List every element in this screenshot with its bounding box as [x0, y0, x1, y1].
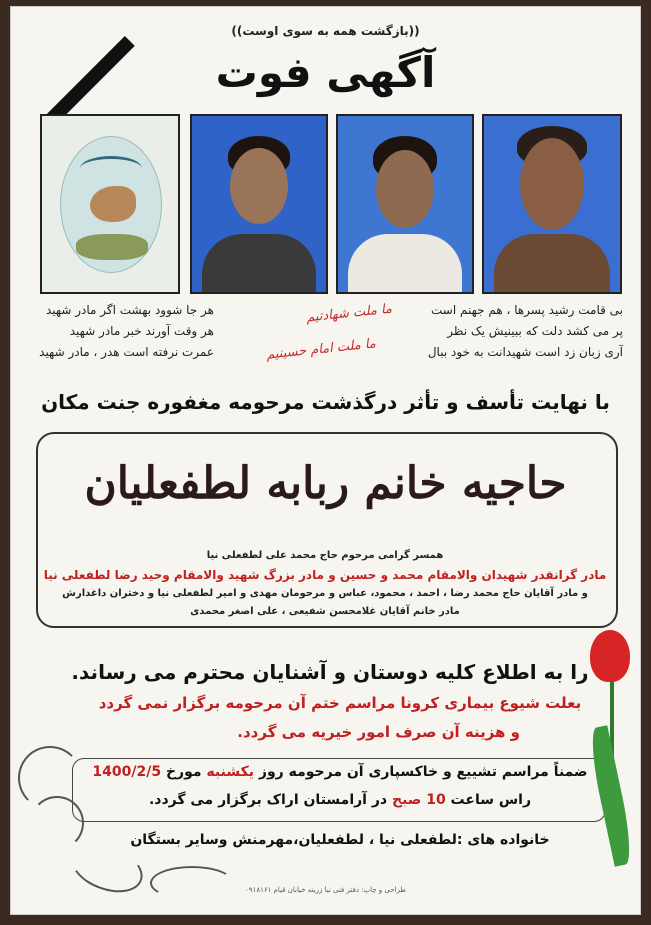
motto-martyrdom: ما ملت شهادتیم: [305, 301, 393, 326]
sons-in-law-line: مادر خانم آقایان غلامحسن شفیعی ، علی اصغر محمدی: [190, 606, 460, 617]
children-line: و مادر آقایان حاج محمد رضا ، احمد ، محمود، عباس و مرحومان مهدی و امیر لطفعلی نیا و دختران داغدارش: [62, 588, 588, 599]
flowers-icon: [76, 234, 148, 260]
martyrs-line: مادر گرانقدر شهیدان والامقام محمد و حسین و مادر بزرگ شهید والامقام وحید رضا لطفعلی نیا: [43, 568, 607, 582]
ceremony-date: 1400/2/5: [92, 764, 162, 780]
ceremony-day: یکشنبه: [206, 764, 255, 780]
portrait-face: [520, 138, 584, 230]
deceased-name: حاجیه خانم ربابه لطفعلیان: [84, 458, 567, 509]
covid-notice-2: و هزینه آن صرف امور خیریه می گردد.: [237, 723, 520, 741]
spouse-line: همسر گرامی مرحوم حاج محمد علی لطفعلی نیا: [206, 550, 444, 561]
portrait-face: [230, 148, 288, 224]
portrait-suit: [202, 234, 316, 292]
ceremony-text: ضمناً مراسم تشییع و خاکسپاری آن مرحومه روز: [254, 764, 588, 780]
portrait-jacket: [494, 234, 610, 292]
poem-line: هر وقت آورند خبر مادر شهید: [69, 324, 214, 338]
page-title: آگهی فوت: [215, 48, 436, 97]
ceremony-line-1: [80, 764, 600, 780]
top-note: ((بازگشت همه به سوی اوست)): [231, 24, 420, 38]
ornament-swirl: [150, 866, 234, 900]
poem-line: عمرت نرفته است هدر ، مادر شهید: [39, 345, 214, 359]
printer-footer: طراحی و چاپ: دفتر فنی نیا زرینه خیابان قیام ۰۹۱۸۱۶۱: [245, 886, 406, 894]
ceremony-time: 10 صبح: [391, 792, 446, 808]
dove-icon: [90, 186, 136, 222]
covid-notice-1: بعلت شیوع بیماری کرونا مراسم ختم آن مرحومه برگزار نمی گردد: [98, 694, 582, 712]
tulip-icon: [590, 630, 630, 682]
portrait-2: [336, 114, 474, 294]
portrait-1: [190, 114, 328, 294]
poem-right: [413, 300, 623, 363]
calligraphy-mark: [80, 156, 142, 181]
condolence-line: با نهایت تأسف و تأثر درگذشت مرحومه مغفوره جنت مکان: [41, 390, 610, 414]
ceremony-text: راس ساعت: [445, 792, 532, 808]
ceremony-text: در آرامستان اراک برگزار می گردد.: [148, 792, 392, 808]
ceremony-line-2: [80, 792, 600, 808]
poem-line: بی قامت رشید پسرها ، هم جهنم است: [431, 303, 623, 317]
poem-line: آری زبان زد است شهیدانت به خود ببال: [427, 345, 623, 359]
families-line: خانواده های :لطفعلی نیا ، لطفعلیان،مهرمنش وسایر بستگان: [130, 832, 550, 848]
poem-left: [24, 300, 214, 363]
ornament-swirl: [30, 796, 84, 850]
poem-line: پر می کشد دلت که ببینیش یک نظر: [447, 324, 623, 338]
portrait-shirt: [348, 234, 462, 292]
obituary-sheet: [10, 6, 641, 915]
motto-imam-hussein: ما ملت امام حسینیم: [265, 336, 377, 363]
calligraphy-panel: [40, 114, 180, 294]
poem-line: هر جا شوود بهشت اگر مادر شهید: [45, 303, 214, 317]
ceremony-text: مورخ: [161, 764, 207, 780]
portrait-3: [482, 114, 622, 294]
portrait-face: [376, 150, 434, 228]
announcement: را به اطلاع کلیه دوستان و آشنایان محترم می رساند.: [71, 660, 589, 684]
